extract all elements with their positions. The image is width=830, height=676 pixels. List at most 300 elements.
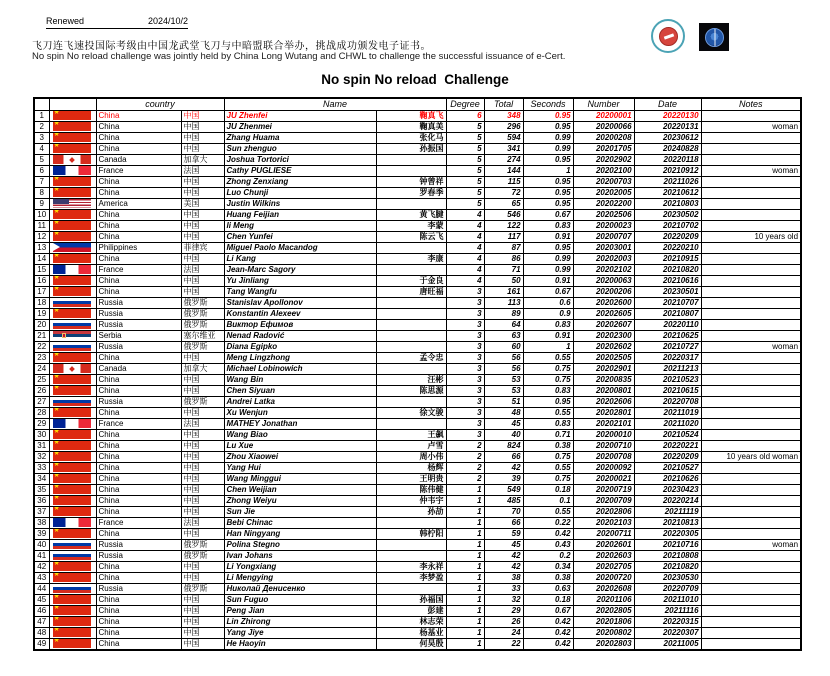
date: 20210820 [634,561,701,572]
date: 20211213 [634,363,701,374]
degree: 3 [446,341,484,352]
header-blank-flag [49,98,96,110]
date: 20211010 [634,594,701,605]
date: 20210707 [634,297,701,308]
seconds: 0.91 [523,330,573,341]
seconds: 1 [523,165,573,176]
date: 20220315 [634,616,701,627]
name-en: Cathy PUGLIESE [224,165,376,176]
degree: 5 [446,154,484,165]
name-en: JU Zhenfei [224,110,376,121]
description-chinese: 飞刀连飞速投国际考级由中国龙武堂飞刀与中暗盟联合举办，挑战成功颁发电子证书。 [32,41,431,52]
china-flag-icon [53,232,91,241]
flag-cell [49,242,96,253]
country-zh: 塞尔维亚 [181,330,224,341]
country-en: China [96,132,181,143]
russia-flag-icon [53,540,91,549]
country-en: China [96,143,181,154]
header-name: Name [224,98,446,110]
degree: 3 [446,363,484,374]
table-row [34,396,801,407]
table-row [34,165,801,176]
china-flag-icon [53,122,91,131]
number: 20200023 [573,220,634,231]
date: 20210702 [634,220,701,231]
country-en: Russia [96,550,181,561]
country-en: China [96,594,181,605]
country-zh: 法国 [181,418,224,429]
name-en: Zhong Weiyu [224,495,376,506]
seconds: 0.42 [523,528,573,539]
flag-detail [53,199,69,204]
name-zh [376,308,446,319]
flag-cell [49,440,96,451]
date: 20210915 [634,253,701,264]
seconds: 0.95 [523,176,573,187]
country-zh: 中国 [181,209,224,220]
row-number: 48 [34,627,49,638]
notes [701,319,801,330]
notes [701,506,801,517]
degree: 1 [446,583,484,594]
number: 20201106 [573,594,634,605]
number: 20202606 [573,396,634,407]
table-row [34,473,801,484]
number: 20202102 [573,264,634,275]
date: 20220209 [634,451,701,462]
chwl-emblem-icon [699,23,729,51]
name-zh [376,297,446,308]
country-zh: 中国 [181,143,224,154]
total: 161 [484,286,523,297]
name-en: Yu Jinliang [224,275,376,286]
name-zh: 陈伟健 [376,484,446,495]
date: 20210612 [634,187,701,198]
row-number: 8 [34,187,49,198]
total: 32 [484,594,523,605]
flag-cell [49,605,96,616]
country-zh: 中国 [181,440,224,451]
date: 20240828 [634,143,701,154]
degree: 1 [446,561,484,572]
notes [701,550,801,561]
seconds: 0.83 [523,385,573,396]
seal-center-icon [659,27,678,46]
header-degree: Degree [446,98,484,110]
total: 66 [484,451,523,462]
table-row [34,374,801,385]
name-zh: 何昊殷 [376,638,446,650]
name-zh: 仲韦宇 [376,495,446,506]
seconds: 0.71 [523,429,573,440]
table-body [34,98,801,650]
notes [701,297,801,308]
flag-cell [49,484,96,495]
degree: 3 [446,330,484,341]
number: 20202003 [573,253,634,264]
notes: woman [701,121,801,132]
total: 51 [484,396,523,407]
seconds: 0.55 [523,407,573,418]
date: 20210807 [634,308,701,319]
globe-icon [705,28,724,47]
canada-flag-icon [53,364,91,373]
total: 122 [484,220,523,231]
china-flag-icon [53,353,91,362]
total: 63 [484,330,523,341]
country-en: Russia [96,341,181,352]
degree: 4 [446,209,484,220]
date: 20211026 [634,176,701,187]
seconds: 0.83 [523,418,573,429]
date: 20220131 [634,121,701,132]
date: 20220130 [634,110,701,121]
total: 29 [484,605,523,616]
martial-arts-seal-icon [651,19,685,53]
seconds: 0.91 [523,275,573,286]
table-row [34,286,801,297]
name-en: Miguel Paolo Macandog [224,242,376,253]
china-flag-icon [53,287,91,296]
name-zh [376,154,446,165]
name-en: Meng Lingzhong [224,352,376,363]
name-en: Sun Jie [224,506,376,517]
country-zh: 加拿大 [181,363,224,374]
name-en: Chen Weijian [224,484,376,495]
seconds: 0.67 [523,209,573,220]
total: 45 [484,539,523,550]
name-zh: 卢雪 [376,440,446,451]
table-row [34,154,801,165]
flag-cell [49,374,96,385]
country-zh: 俄罗斯 [181,341,224,352]
degree: 5 [446,143,484,154]
flag-cell [49,352,96,363]
header-seconds: Seconds [523,98,573,110]
china-flag-icon [53,507,91,516]
total: 53 [484,385,523,396]
notes [701,484,801,495]
flag-cell [49,638,96,650]
number: 20202100 [573,165,634,176]
france-flag-icon [53,265,91,274]
russia-flag-icon [53,584,91,593]
date: 20210820 [634,264,701,275]
degree: 3 [446,319,484,330]
china-flag-icon [53,639,91,648]
name-zh: 陈云飞 [376,231,446,242]
notes [701,187,801,198]
total: 86 [484,253,523,264]
china-flag-icon [53,408,91,417]
table-row [34,550,801,561]
date: 20210527 [634,462,701,473]
date: 20210727 [634,341,701,352]
number: 20200708 [573,451,634,462]
seconds: 0.83 [523,220,573,231]
name-en: Sun zhenguo [224,143,376,154]
flag-cell [49,561,96,572]
country-en: China [96,462,181,473]
china-flag-icon [53,606,91,615]
country-en: China [96,275,181,286]
row-number: 22 [34,341,49,352]
name-zh: 王明贵 [376,473,446,484]
row-number: 37 [34,506,49,517]
table-row [34,495,801,506]
name-zh: 王飙 [376,429,446,440]
china-flag-icon [53,485,91,494]
country-en: Russia [96,396,181,407]
country-en: China [96,286,181,297]
name-en: Nenad Radović [224,330,376,341]
date: 20220305 [634,528,701,539]
row-number: 46 [34,605,49,616]
country-en: China [96,374,181,385]
number: 20200835 [573,374,634,385]
country-en: China [96,121,181,132]
total: 42 [484,462,523,473]
notes [701,418,801,429]
row-number: 42 [34,561,49,572]
total: 42 [484,550,523,561]
name-zh: 孟令忠 [376,352,446,363]
china-flag-icon [53,496,91,505]
seconds: 0.43 [523,539,573,550]
china-flag-icon [53,309,91,318]
date: 20211019 [634,407,701,418]
number: 20202300 [573,330,634,341]
degree: 5 [446,198,484,209]
degree: 1 [446,572,484,583]
notes [701,330,801,341]
flag-cell [49,627,96,638]
notes: woman [701,539,801,550]
degree: 3 [446,352,484,363]
notes [701,495,801,506]
name-en: Wang Bin [224,374,376,385]
row-number: 10 [34,209,49,220]
china-flag-icon [53,463,91,472]
name-zh: 汪彬 [376,374,446,385]
country-zh: 中国 [181,473,224,484]
country-en: China [96,220,181,231]
country-zh: 中国 [181,121,224,132]
name-en: Andrei Latka [224,396,376,407]
china-flag-icon [53,562,91,571]
table-row [34,209,801,220]
date: 20211119 [634,506,701,517]
country-zh: 法国 [181,264,224,275]
country-en: China [96,616,181,627]
seconds: 0.6 [523,297,573,308]
degree: 5 [446,165,484,176]
china-flag-icon [53,254,91,263]
seconds: 0.67 [523,605,573,616]
number: 20202103 [573,517,634,528]
china-flag-icon [53,177,91,186]
seconds: 0.75 [523,473,573,484]
number: 20202603 [573,550,634,561]
total: 24 [484,627,523,638]
seconds: 0.83 [523,319,573,330]
name-en: Peng Jian [224,605,376,616]
table-row [34,572,801,583]
table-row [34,363,801,374]
date: 20230612 [634,132,701,143]
row-number: 25 [34,374,49,385]
total: 40 [484,429,523,440]
number: 20200720 [573,572,634,583]
name-zh [376,363,446,374]
row-number: 41 [34,550,49,561]
name-en: Lin Zhirong [224,616,376,627]
name-zh: 孙振国 [376,143,446,154]
date: 20220214 [634,495,701,506]
name-zh [376,341,446,352]
degree: 4 [446,253,484,264]
country-en: China [96,473,181,484]
row-number: 47 [34,616,49,627]
renewed-date: 2024/10/2 [147,16,188,26]
notes [701,517,801,528]
china-flag-icon [53,210,91,219]
degree: 4 [446,231,484,242]
table-row [34,528,801,539]
table-row [34,352,801,363]
country-zh: 俄罗斯 [181,550,224,561]
country-en: Russia [96,297,181,308]
total: 59 [484,528,523,539]
name-en: Li Mengying [224,572,376,583]
china-flag-icon [53,452,91,461]
country-zh: 中国 [181,187,224,198]
table-row [34,484,801,495]
name-zh [376,242,446,253]
degree: 1 [446,495,484,506]
china-flag-icon [53,221,91,230]
country-en: Russia [96,539,181,550]
country-zh: 中国 [181,286,224,297]
total: 89 [484,308,523,319]
seconds: 0.42 [523,627,573,638]
seconds: 0.75 [523,374,573,385]
flag-cell [49,495,96,506]
date: 20220317 [634,352,701,363]
seconds: 0.9 [523,308,573,319]
name-en: Michael Lobinowich [224,363,376,374]
country-zh: 中国 [181,572,224,583]
number: 20202705 [573,561,634,572]
country-zh: 中国 [181,132,224,143]
china-flag-icon [53,529,91,538]
row-number: 27 [34,396,49,407]
name-zh: 李蒙 [376,220,446,231]
degree: 5 [446,132,484,143]
name-en: Stanislav Apollonov [224,297,376,308]
country-en: China [96,231,181,242]
country-zh: 中国 [181,374,224,385]
name-zh [376,330,446,341]
russia-flag-icon [53,320,91,329]
flag-detail [69,157,75,163]
name-zh: 罗春季 [376,187,446,198]
seconds: 0.95 [523,198,573,209]
table-row [34,275,801,286]
country-zh: 俄罗斯 [181,297,224,308]
total: 66 [484,517,523,528]
table-row [34,616,801,627]
notes [701,143,801,154]
number: 20200709 [573,495,634,506]
country-zh: 中国 [181,638,224,650]
header-date: Date [634,98,701,110]
name-en: Zhong Zenxiang [224,176,376,187]
flag-cell [49,407,96,418]
total: 64 [484,319,523,330]
name-zh: 鞠真飞 [376,110,446,121]
flag-cell [49,176,96,187]
total: 42 [484,561,523,572]
country-zh: 中国 [181,385,224,396]
flag-cell [49,209,96,220]
country-zh: 菲律宾 [181,242,224,253]
degree: 3 [446,297,484,308]
name-en: Николай Денисенко [224,583,376,594]
notes [701,385,801,396]
notes [701,176,801,187]
total: 348 [484,110,523,121]
name-zh: 孙劼 [376,506,446,517]
number: 20202005 [573,187,634,198]
seconds: 0.55 [523,352,573,363]
country-en: Canada [96,363,181,374]
degree: 5 [446,187,484,198]
country-zh: 中国 [181,429,224,440]
country-en: China [96,528,181,539]
country-en: France [96,517,181,528]
renewed-line [46,16,188,29]
degree: 3 [446,429,484,440]
flag-cell [49,330,96,341]
row-number: 29 [34,418,49,429]
seconds: 0.95 [523,121,573,132]
degree: 1 [446,506,484,517]
country-en: China [96,506,181,517]
row-number: 15 [34,264,49,275]
notes [701,352,801,363]
notes: woman [701,341,801,352]
number: 20200710 [573,440,634,451]
country-zh: 中国 [181,495,224,506]
name-en: Wang Biao [224,429,376,440]
seconds: 0.75 [523,363,573,374]
degree: 3 [446,407,484,418]
table-row [34,583,801,594]
table-row [34,220,801,231]
table-row [34,605,801,616]
country-en: France [96,165,181,176]
number: 20202608 [573,583,634,594]
country-zh: 中国 [181,352,224,363]
total: 33 [484,583,523,594]
row-number: 2 [34,121,49,132]
country-en: China [96,385,181,396]
date: 20220709 [634,583,701,594]
row-number: 23 [34,352,49,363]
usa-flag-icon [53,199,91,208]
date: 20220110 [634,319,701,330]
